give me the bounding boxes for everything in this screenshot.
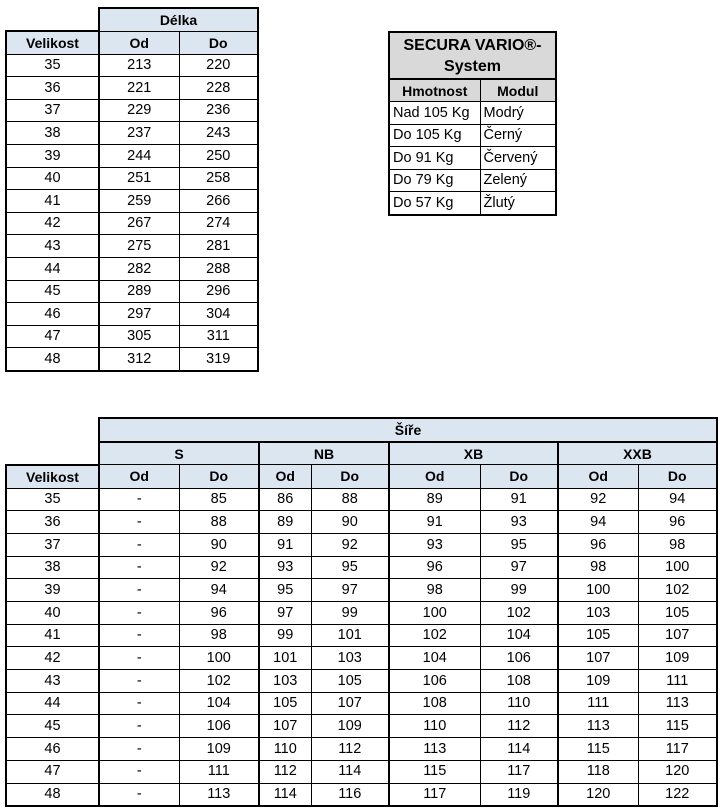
length-from-cell: 275 bbox=[99, 235, 179, 258]
secura-col-module: Modul bbox=[480, 79, 556, 102]
length-title: Délka bbox=[99, 8, 258, 31]
xb-from-cell: 102 bbox=[389, 624, 480, 647]
xxb-from-cell: 98 bbox=[558, 556, 638, 579]
xb-to-cell: 114 bbox=[480, 738, 558, 761]
weight-cell: Do 79 Kg bbox=[389, 169, 480, 192]
xxb-to-cell: 102 bbox=[638, 579, 717, 602]
col-s-to: Do bbox=[179, 465, 259, 488]
table-row bbox=[6, 624, 717, 647]
size-cell: 47 bbox=[6, 325, 99, 348]
length-to-cell: 281 bbox=[179, 235, 258, 258]
size-cell: 42 bbox=[6, 212, 99, 235]
xb-from-cell: 113 bbox=[389, 738, 480, 761]
xb-from-cell: 93 bbox=[389, 533, 480, 556]
nb-to-cell: 112 bbox=[311, 738, 389, 761]
table-row bbox=[6, 692, 717, 715]
size-cell: 44 bbox=[6, 258, 99, 281]
module-cell: Zelený bbox=[480, 169, 556, 192]
length-to-cell: 319 bbox=[179, 348, 258, 371]
xxb-to-cell: 105 bbox=[638, 602, 717, 625]
xb-to-cell: 99 bbox=[480, 579, 558, 602]
xb-to-cell: 110 bbox=[480, 692, 558, 715]
xb-to-cell: 119 bbox=[480, 783, 558, 806]
col-xb-to: Do bbox=[480, 465, 558, 488]
table-row bbox=[6, 783, 717, 806]
table-row bbox=[389, 192, 556, 215]
table-row bbox=[6, 579, 717, 602]
s-to-cell: 85 bbox=[179, 488, 259, 511]
weight-cell: Do 105 Kg bbox=[389, 124, 480, 147]
table-row bbox=[6, 488, 717, 511]
s-from-cell: - bbox=[99, 556, 179, 579]
s-from-cell: - bbox=[99, 647, 179, 670]
xb-from-cell: 108 bbox=[389, 692, 480, 715]
length-from-cell: 229 bbox=[99, 99, 179, 122]
length-to-cell: 266 bbox=[179, 190, 258, 213]
table-row bbox=[6, 738, 717, 761]
size-cell: 44 bbox=[6, 692, 99, 715]
size-cell: 36 bbox=[6, 77, 99, 100]
length-col-to: Do bbox=[179, 31, 258, 54]
s-to-cell: 94 bbox=[179, 579, 259, 602]
length-from-cell: 267 bbox=[99, 212, 179, 235]
table-row bbox=[389, 124, 556, 147]
module-cell: Červený bbox=[480, 147, 556, 170]
nb-to-cell: 92 bbox=[311, 533, 389, 556]
size-cell: 46 bbox=[6, 303, 99, 326]
size-cell: 43 bbox=[6, 670, 99, 693]
table-row bbox=[6, 325, 258, 348]
table-row bbox=[6, 122, 258, 145]
s-from-cell: - bbox=[99, 579, 179, 602]
table-row bbox=[6, 303, 258, 326]
size-cell: 45 bbox=[6, 280, 99, 303]
length-to-cell: 220 bbox=[179, 54, 258, 77]
xxb-to-cell: 120 bbox=[638, 760, 717, 783]
nb-to-cell: 90 bbox=[311, 511, 389, 534]
size-cell: 38 bbox=[6, 122, 99, 145]
col-nb-from: Od bbox=[259, 465, 311, 488]
width-title: Šíře bbox=[99, 418, 717, 442]
xxb-from-cell: 103 bbox=[558, 602, 638, 625]
s-from-cell: - bbox=[99, 738, 179, 761]
length-from-cell: 221 bbox=[99, 77, 179, 100]
empty-corner bbox=[6, 442, 99, 465]
s-from-cell: - bbox=[99, 715, 179, 738]
s-to-cell: 111 bbox=[179, 760, 259, 783]
xb-to-cell: 112 bbox=[480, 715, 558, 738]
size-cell: 42 bbox=[6, 647, 99, 670]
length-to-cell: 258 bbox=[179, 167, 258, 190]
xxb-to-cell: 96 bbox=[638, 511, 717, 534]
xxb-from-cell: 115 bbox=[558, 738, 638, 761]
length-from-cell: 213 bbox=[99, 54, 179, 77]
table-row bbox=[389, 169, 556, 192]
size-cell: 38 bbox=[6, 556, 99, 579]
xb-to-cell: 102 bbox=[480, 602, 558, 625]
nb-from-cell: 105 bbox=[259, 692, 311, 715]
length-from-cell: 297 bbox=[99, 303, 179, 326]
xxb-to-cell: 117 bbox=[638, 738, 717, 761]
table-row bbox=[389, 147, 556, 170]
length-from-cell: 237 bbox=[99, 122, 179, 145]
length-to-cell: 236 bbox=[179, 99, 258, 122]
nb-to-cell: 114 bbox=[311, 760, 389, 783]
xb-to-cell: 91 bbox=[480, 488, 558, 511]
size-cell: 36 bbox=[6, 511, 99, 534]
s-to-cell: 109 bbox=[179, 738, 259, 761]
xxb-from-cell: 113 bbox=[558, 715, 638, 738]
xb-from-cell: 117 bbox=[389, 783, 480, 806]
col-xb-from: Od bbox=[389, 465, 480, 488]
length-to-cell: 311 bbox=[179, 325, 258, 348]
xb-to-cell: 104 bbox=[480, 624, 558, 647]
xb-from-cell: 91 bbox=[389, 511, 480, 534]
nb-to-cell: 95 bbox=[311, 556, 389, 579]
size-cell: 35 bbox=[6, 54, 99, 77]
length-from-cell: 259 bbox=[99, 190, 179, 213]
nb-to-cell: 116 bbox=[311, 783, 389, 806]
width-col-size: Velikost bbox=[6, 465, 99, 488]
xb-to-cell: 95 bbox=[480, 533, 558, 556]
size-cell: 40 bbox=[6, 167, 99, 190]
xb-from-cell: 96 bbox=[389, 556, 480, 579]
xxb-to-cell: 122 bbox=[638, 783, 717, 806]
table-row bbox=[6, 190, 258, 213]
size-cell: 35 bbox=[6, 488, 99, 511]
nb-from-cell: 95 bbox=[259, 579, 311, 602]
xb-from-cell: 104 bbox=[389, 647, 480, 670]
col-xxb-to: Do bbox=[638, 465, 717, 488]
s-from-cell: - bbox=[99, 692, 179, 715]
xxb-to-cell: 98 bbox=[638, 533, 717, 556]
s-to-cell: 88 bbox=[179, 511, 259, 534]
table-row bbox=[6, 54, 258, 77]
size-cell: 37 bbox=[6, 533, 99, 556]
nb-from-cell: 93 bbox=[259, 556, 311, 579]
nb-from-cell: 114 bbox=[259, 783, 311, 806]
col-s-from: Od bbox=[99, 465, 179, 488]
length-from-cell: 289 bbox=[99, 280, 179, 303]
group-xb: XB bbox=[389, 442, 558, 465]
table-row bbox=[6, 760, 717, 783]
secura-col-weight: Hmotnost bbox=[389, 79, 480, 102]
length-from-cell: 282 bbox=[99, 258, 179, 281]
size-cell: 47 bbox=[6, 760, 99, 783]
xxb-to-cell: 115 bbox=[638, 715, 717, 738]
xxb-to-cell: 113 bbox=[638, 692, 717, 715]
length-to-cell: 243 bbox=[179, 122, 258, 145]
table-row bbox=[6, 99, 258, 122]
nb-to-cell: 107 bbox=[311, 692, 389, 715]
size-cell: 45 bbox=[6, 715, 99, 738]
table-row bbox=[6, 602, 717, 625]
group-xxb: XXB bbox=[558, 442, 717, 465]
length-table bbox=[5, 7, 259, 372]
xb-to-cell: 97 bbox=[480, 556, 558, 579]
s-to-cell: 106 bbox=[179, 715, 259, 738]
xxb-to-cell: 111 bbox=[638, 670, 717, 693]
table-row bbox=[6, 715, 717, 738]
nb-to-cell: 97 bbox=[311, 579, 389, 602]
module-cell: Modrý bbox=[480, 102, 556, 125]
s-to-cell: 96 bbox=[179, 602, 259, 625]
table-row bbox=[6, 212, 258, 235]
nb-from-cell: 112 bbox=[259, 760, 311, 783]
xxb-to-cell: 107 bbox=[638, 624, 717, 647]
weight-cell: Do 91 Kg bbox=[389, 147, 480, 170]
width-table bbox=[5, 417, 718, 807]
length-to-cell: 304 bbox=[179, 303, 258, 326]
size-cell: 39 bbox=[6, 145, 99, 168]
col-nb-to: Do bbox=[311, 465, 389, 488]
xb-from-cell: 98 bbox=[389, 579, 480, 602]
nb-from-cell: 101 bbox=[259, 647, 311, 670]
xxb-to-cell: 100 bbox=[638, 556, 717, 579]
xxb-from-cell: 96 bbox=[558, 533, 638, 556]
s-from-cell: - bbox=[99, 783, 179, 806]
s-to-cell: 102 bbox=[179, 670, 259, 693]
module-cell: Černý bbox=[480, 124, 556, 147]
nb-to-cell: 105 bbox=[311, 670, 389, 693]
empty-corner bbox=[6, 418, 99, 442]
s-to-cell: 98 bbox=[179, 624, 259, 647]
table-row bbox=[6, 235, 258, 258]
xxb-from-cell: 118 bbox=[558, 760, 638, 783]
nb-from-cell: 107 bbox=[259, 715, 311, 738]
xb-to-cell: 117 bbox=[480, 760, 558, 783]
table-row bbox=[6, 647, 717, 670]
length-to-cell: 296 bbox=[179, 280, 258, 303]
xb-from-cell: 89 bbox=[389, 488, 480, 511]
s-from-cell: - bbox=[99, 533, 179, 556]
nb-to-cell: 99 bbox=[311, 602, 389, 625]
nb-to-cell: 103 bbox=[311, 647, 389, 670]
nb-from-cell: 97 bbox=[259, 602, 311, 625]
xxb-to-cell: 94 bbox=[638, 488, 717, 511]
nb-to-cell: 101 bbox=[311, 624, 389, 647]
s-to-cell: 100 bbox=[179, 647, 259, 670]
xb-from-cell: 100 bbox=[389, 602, 480, 625]
weight-cell: Nad 105 Kg bbox=[389, 102, 480, 125]
xb-from-cell: 115 bbox=[389, 760, 480, 783]
size-cell: 48 bbox=[6, 783, 99, 806]
s-from-cell: - bbox=[99, 760, 179, 783]
s-to-cell: 113 bbox=[179, 783, 259, 806]
xb-to-cell: 93 bbox=[480, 511, 558, 534]
s-to-cell: 104 bbox=[179, 692, 259, 715]
s-from-cell: - bbox=[99, 670, 179, 693]
size-cell: 46 bbox=[6, 738, 99, 761]
table-row bbox=[6, 348, 258, 371]
table-row bbox=[6, 167, 258, 190]
xxb-from-cell: 92 bbox=[558, 488, 638, 511]
s-from-cell: - bbox=[99, 488, 179, 511]
secura-vario-table bbox=[388, 31, 557, 216]
table-row bbox=[6, 280, 258, 303]
xxb-from-cell: 100 bbox=[558, 579, 638, 602]
table-row bbox=[6, 258, 258, 281]
s-to-cell: 92 bbox=[179, 556, 259, 579]
length-from-cell: 312 bbox=[99, 348, 179, 371]
nb-from-cell: 86 bbox=[259, 488, 311, 511]
length-col-size: Velikost bbox=[6, 31, 99, 54]
nb-from-cell: 103 bbox=[259, 670, 311, 693]
table-row bbox=[6, 145, 258, 168]
length-from-cell: 305 bbox=[99, 325, 179, 348]
xxb-from-cell: 120 bbox=[558, 783, 638, 806]
length-to-cell: 250 bbox=[179, 145, 258, 168]
table-row bbox=[6, 670, 717, 693]
nb-from-cell: 89 bbox=[259, 511, 311, 534]
table-row bbox=[6, 511, 717, 534]
weight-cell: Do 57 Kg bbox=[389, 192, 480, 215]
nb-from-cell: 110 bbox=[259, 738, 311, 761]
size-cell: 37 bbox=[6, 99, 99, 122]
xxb-to-cell: 109 bbox=[638, 647, 717, 670]
table-row bbox=[6, 533, 717, 556]
table-row bbox=[6, 77, 258, 100]
group-nb: NB bbox=[259, 442, 389, 465]
size-cell: 40 bbox=[6, 602, 99, 625]
length-to-cell: 228 bbox=[179, 77, 258, 100]
group-s: S bbox=[99, 442, 259, 465]
xxb-from-cell: 109 bbox=[558, 670, 638, 693]
nb-from-cell: 91 bbox=[259, 533, 311, 556]
s-from-cell: - bbox=[99, 624, 179, 647]
length-from-cell: 244 bbox=[99, 145, 179, 168]
length-from-cell: 251 bbox=[99, 167, 179, 190]
table-row bbox=[389, 102, 556, 125]
length-col-from: Od bbox=[99, 31, 179, 54]
s-from-cell: - bbox=[99, 511, 179, 534]
table-row bbox=[6, 556, 717, 579]
xxb-from-cell: 111 bbox=[558, 692, 638, 715]
xb-from-cell: 106 bbox=[389, 670, 480, 693]
nb-to-cell: 88 bbox=[311, 488, 389, 511]
xxb-from-cell: 107 bbox=[558, 647, 638, 670]
empty-corner bbox=[6, 8, 99, 31]
s-from-cell: - bbox=[99, 602, 179, 625]
size-cell: 41 bbox=[6, 624, 99, 647]
xb-to-cell: 108 bbox=[480, 670, 558, 693]
nb-to-cell: 109 bbox=[311, 715, 389, 738]
col-xxb-from: Od bbox=[558, 465, 638, 488]
size-cell: 41 bbox=[6, 190, 99, 213]
xxb-from-cell: 105 bbox=[558, 624, 638, 647]
xb-to-cell: 106 bbox=[480, 647, 558, 670]
secura-title: SECURA VARIO®-System bbox=[389, 32, 556, 79]
xxb-from-cell: 94 bbox=[558, 511, 638, 534]
length-to-cell: 288 bbox=[179, 258, 258, 281]
size-cell: 48 bbox=[6, 348, 99, 371]
s-to-cell: 90 bbox=[179, 533, 259, 556]
length-to-cell: 274 bbox=[179, 212, 258, 235]
xb-from-cell: 110 bbox=[389, 715, 480, 738]
size-cell: 39 bbox=[6, 579, 99, 602]
module-cell: Žlutý bbox=[480, 192, 556, 215]
nb-from-cell: 99 bbox=[259, 624, 311, 647]
size-cell: 43 bbox=[6, 235, 99, 258]
